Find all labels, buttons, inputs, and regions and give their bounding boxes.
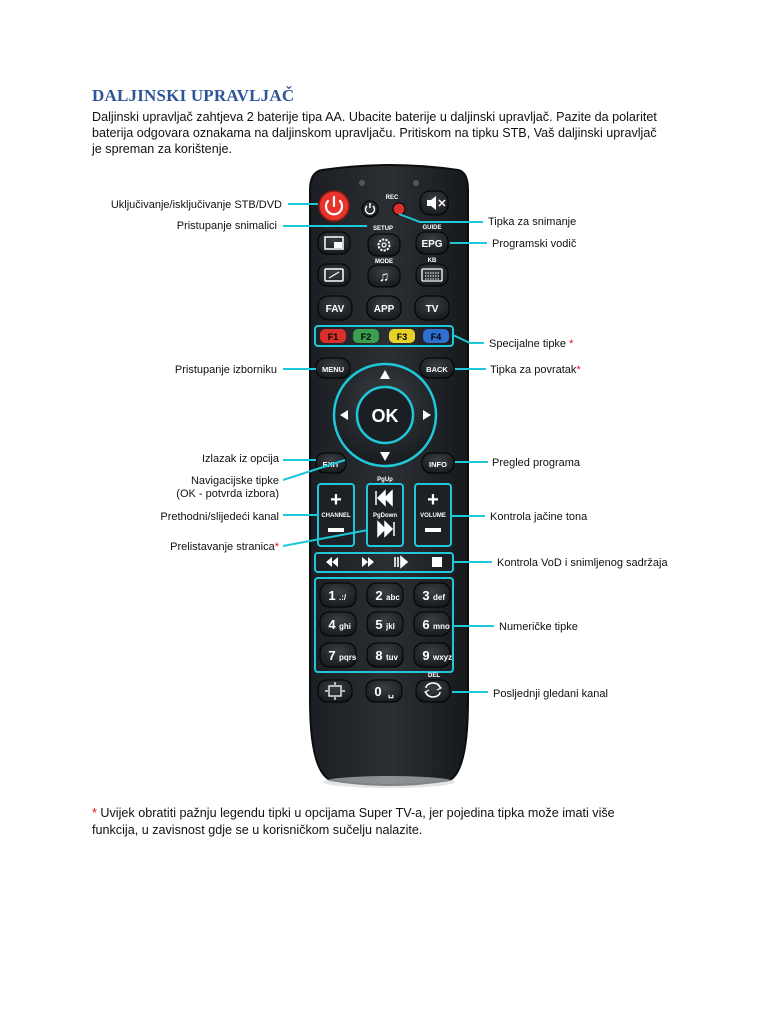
led-indicator [413,180,419,186]
label-nav-2: (OK - potvrda izbora) [176,488,279,500]
intro-line: je spreman za korištenje. [92,142,232,156]
page-heading: DALJINSKI UPRAVLJAČ [92,86,295,105]
label-last-channel: Posljednji gledani kanal [493,688,608,700]
footnote-line [92,805,702,822]
label-numeric: Numeričke tipke [499,621,578,633]
channel-label: CHANNEL [321,513,351,519]
key-6-label: 6 [422,617,430,632]
asterisk-mark: * [576,364,581,376]
key-7-label: 7 [328,648,336,663]
footnote-line: funkcija, u zavisnost gdje se u korisničkom sučelju nalazite. [92,823,423,837]
label-paging [170,541,280,553]
fav-button-label: FAV [325,304,345,315]
record-button[interactable] [393,203,405,215]
key-4-sub: ghi [339,622,351,631]
label-recordings: Pristupanje snimalici [176,220,277,232]
f1-label: F1 [327,332,339,342]
label-record: Tipka za snimanje [488,216,577,228]
remote-shadow [323,776,455,788]
label-guide: Programski vodič [492,238,577,250]
label-menu: Pristupanje izborniku [174,364,277,376]
label-vod: Kontrola VoD i snimljenog sadržaja [497,557,668,569]
key-8-sub: tuv [386,653,398,662]
rec-label: REC [385,195,399,201]
label-info: Pregled programa [492,457,581,469]
asterisk-mark: * [274,541,279,553]
led-indicator [359,180,365,186]
kb-label: KB [427,258,437,264]
asterisk-mark: * [569,338,574,350]
keyboard-button[interactable] [416,264,448,286]
volume-down-button[interactable] [425,528,441,532]
key-7-sub: pqrs [339,653,357,662]
key-9-label: 9 [422,648,430,663]
menu-button-label: MENU [321,365,345,374]
label-volume: Kontrola jačine tona [490,511,588,523]
key-4-label: 4 [328,617,336,632]
label-back-text: Tipka za povratak [490,364,577,376]
label-power: Uključivanje/isključivanje STB/DVD [110,199,282,211]
mode-label: MODE [375,259,393,265]
label-exit: Izlazak iz opcija [201,453,279,465]
exit-button-label: EXIT [322,460,340,469]
key-1-label: 1 [328,588,336,603]
label-channel: Prethodni/slijedeći kanal [160,511,279,523]
key-5-sub: jkl [386,622,395,631]
tv-button-label: TV [425,304,439,315]
key-8-label: 8 [375,648,383,663]
key-1-sub: .:/ [339,593,347,602]
label-back [490,364,581,376]
key-3-label: 3 [422,588,430,603]
channel-up-button[interactable]: + [330,489,342,511]
volume-label: VOLUME [420,513,446,519]
key-1-button[interactable] [320,583,356,607]
label-special [489,338,574,350]
volume-up-button[interactable]: + [427,489,439,511]
music-icon: ♫ [378,268,390,284]
info-button-label: INFO [429,460,447,469]
key-2-sub: abc [386,593,400,602]
key-9-sub: wxyz [433,653,453,662]
f2-label: F2 [360,332,372,342]
app-button-label: APP [373,304,395,315]
key-2-label: 2 [375,588,383,603]
channel-down-button[interactable] [328,528,344,532]
pip-icon [334,242,342,248]
intro-line: Daljinski upravljač zahtjeva 2 baterije tipa AA. Ubacite baterije u daljinski upravljač. Pazite da polaritet [92,110,657,124]
stop-icon[interactable] [432,557,442,567]
label-special-text: Specijalne tipke [489,338,567,350]
footnote-text: Uvijek obratiti pažnju legendu tipki u opcijama Super TV-a, jer pojedina tipka može imati više [96,806,615,820]
asterisk-mark: * [92,806,97,820]
label-paging-text: Prelistavanje stranica [170,541,275,553]
setup-label: SETUP [372,226,394,232]
intro-line: baterija odgovara oznakama na daljinskom upravljaču. Pritiskom na tipku STB, Vaš daljinski upravljač [92,126,657,140]
key-0-button[interactable] [366,680,402,702]
pgup-label: PgUp [377,477,393,483]
f3-label: F3 [396,332,408,342]
ok-button-label: OK [371,406,399,426]
key-5-button[interactable] [367,612,403,636]
del-label: DEL [428,673,440,679]
key-3-sub: def [433,593,445,602]
footnote [92,805,702,839]
f4-label: F4 [430,332,442,342]
key-6-sub: mno [433,622,450,631]
key-0-label: 0 [374,684,382,699]
guide-label: GUIDE [422,225,442,231]
back-button-label: BACK [426,365,448,374]
numeric-keypad [320,583,452,667]
key-5-label: 5 [375,617,383,632]
pgdown-label: PgDown [373,513,397,519]
epg-button-label: EPG [421,239,443,250]
setup-button[interactable] [368,234,400,256]
label-nav-1: Navigacijske tipke [190,475,279,487]
key-0-sub: ␣ [388,688,394,698]
